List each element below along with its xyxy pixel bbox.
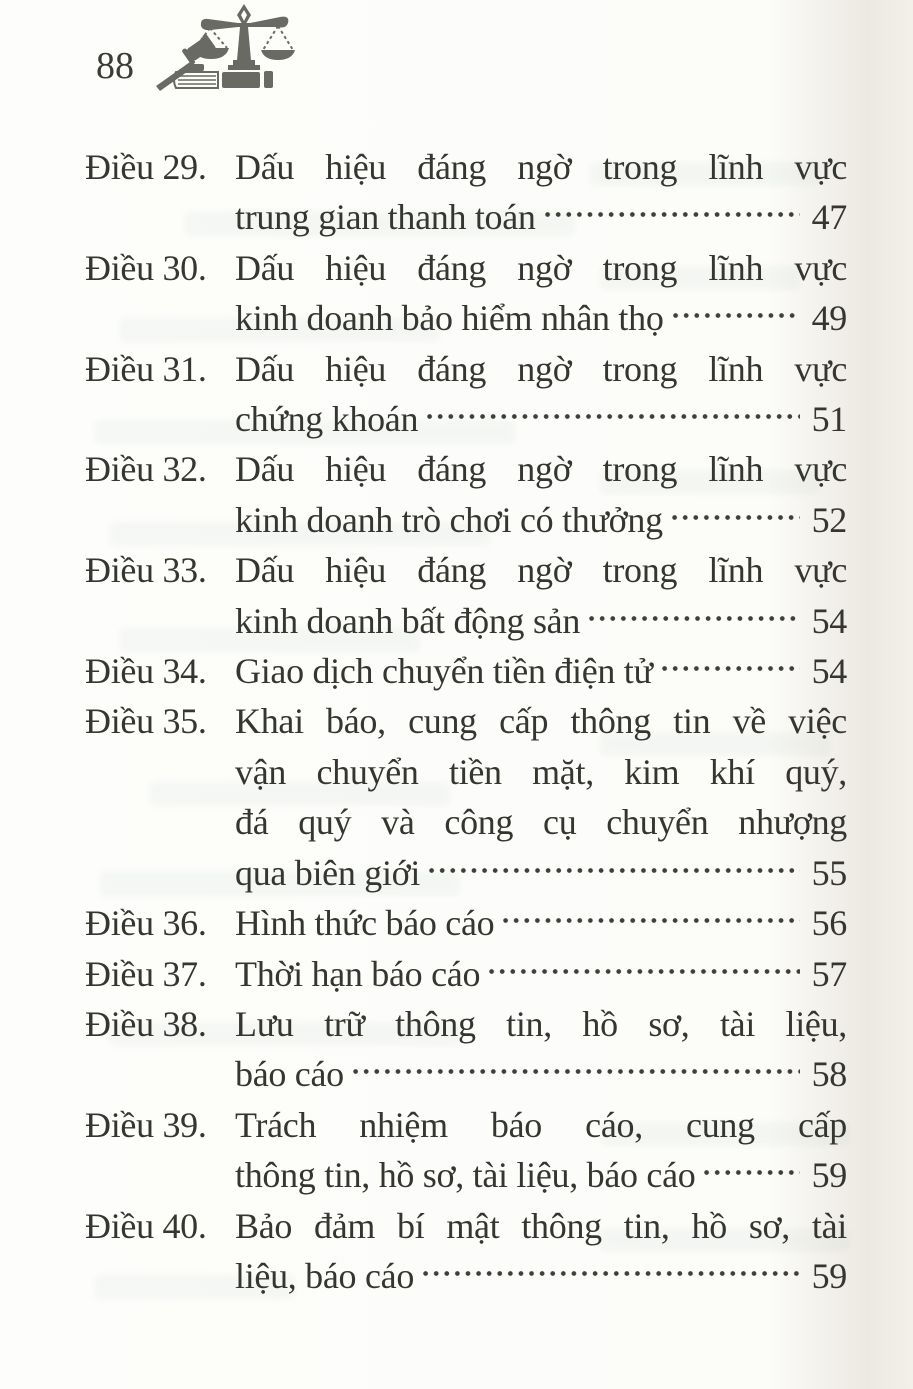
toc-title-line: Thời hạn báo cáo [235, 953, 481, 994]
toc-title-line: đá quý và công cụ chuyển nhượng [235, 802, 847, 843]
toc-page-ref: 47 [811, 197, 847, 238]
toc-title-line: Hình thức báo cáo [235, 903, 495, 944]
toc-title-line: Dấu hiệu đáng ngờ trong lĩnh vực [235, 550, 847, 591]
toc-page-ref: 55 [811, 852, 847, 893]
toc-entry-term: Điều 38. [85, 1003, 207, 1044]
toc-title-line: Lưu trữ thông tin, hồ sơ, tài liệu, [235, 1003, 847, 1044]
toc-title-line: kinh doanh trò chơi có thưởng [235, 499, 663, 540]
toc-page-ref: 49 [811, 298, 847, 339]
toc-title-line: thông tin, hồ sơ, tài liệu, báo cáo [235, 1155, 696, 1196]
toc-title-line: Dấu hiệu đáng ngờ trong lĩnh vực [235, 348, 847, 389]
toc-entry [85, 949, 847, 999]
toc-page-ref: 58 [811, 1054, 847, 1095]
toc-entry [85, 545, 847, 646]
toc-page-ref: 54 [811, 651, 847, 692]
toc-entry [85, 1100, 847, 1201]
toc-entry-term: Điều 33. [85, 550, 207, 591]
toc-title-line: liệu, báo cáo [235, 1255, 415, 1296]
toc-entry-term: Điều 32. [85, 449, 207, 490]
toc-entry-term: Điều 35. [85, 701, 207, 742]
toc-title-line: Dấu hiệu đáng ngờ trong lĩnh vực [235, 449, 847, 490]
table-of-contents [85, 142, 847, 1301]
toc-entry-term: Điều 31. [85, 348, 207, 389]
toc-entry [85, 344, 847, 445]
toc-entry-term: Điều 37. [85, 953, 207, 994]
toc-entry [85, 999, 847, 1100]
toc-entry [85, 696, 847, 898]
toc-title-line: Dấu hiệu đáng ngờ trong lĩnh vực [235, 147, 847, 187]
toc-title-line: trung gian thanh toán [235, 197, 536, 238]
toc-entry [85, 142, 847, 243]
toc-title-line: báo cáo [235, 1054, 344, 1095]
toc-entry [85, 646, 847, 696]
scales-of-justice-icon [138, 2, 310, 120]
toc-title-line: kinh doanh bảo hiểm nhân thọ [235, 298, 664, 339]
toc-page-ref: 59 [811, 1155, 847, 1196]
toc-title-line: vận chuyển tiền mặt, kim khí quý, [235, 751, 847, 792]
toc-title-line: Bảo đảm bí mật thông tin, hồ sơ, tài [235, 1205, 847, 1246]
page-number: 88 [96, 45, 134, 87]
toc-page-ref: 56 [811, 903, 847, 944]
toc-title-line: Giao dịch chuyển tiền điện tử [235, 651, 653, 692]
toc-title-line: Dấu hiệu đáng ngờ trong lĩnh vực [235, 247, 847, 288]
toc-page-ref: 52 [811, 499, 847, 540]
toc-page-ref: 57 [811, 953, 847, 994]
toc-page-ref: 59 [811, 1255, 847, 1296]
toc-entry-term: Điều 34. [85, 651, 207, 692]
toc-entry [85, 444, 847, 545]
toc-entry-term: Điều 39. [85, 1104, 207, 1145]
toc-entry-term: Điều 29. [85, 147, 207, 187]
toc-entry [85, 243, 847, 344]
toc-page-ref: 54 [811, 600, 847, 641]
toc-entry-term: Điều 36. [85, 903, 207, 944]
toc-entry [85, 898, 847, 948]
toc-entry-term: Điều 40. [85, 1205, 207, 1246]
toc-title-line: Khai báo, cung cấp thông tin về việc [235, 701, 847, 742]
toc-title-line: Trách nhiệm báo cáo, cung cấp [235, 1104, 847, 1145]
toc-page-ref: 51 [811, 399, 847, 440]
toc-title-line: kinh doanh bất động sản [235, 600, 581, 641]
toc-entry-term: Điều 30. [85, 247, 207, 288]
toc-entry [85, 1201, 847, 1302]
toc-title-line: qua biên giới [235, 852, 421, 893]
toc-title-line: chứng khoán [235, 399, 419, 440]
